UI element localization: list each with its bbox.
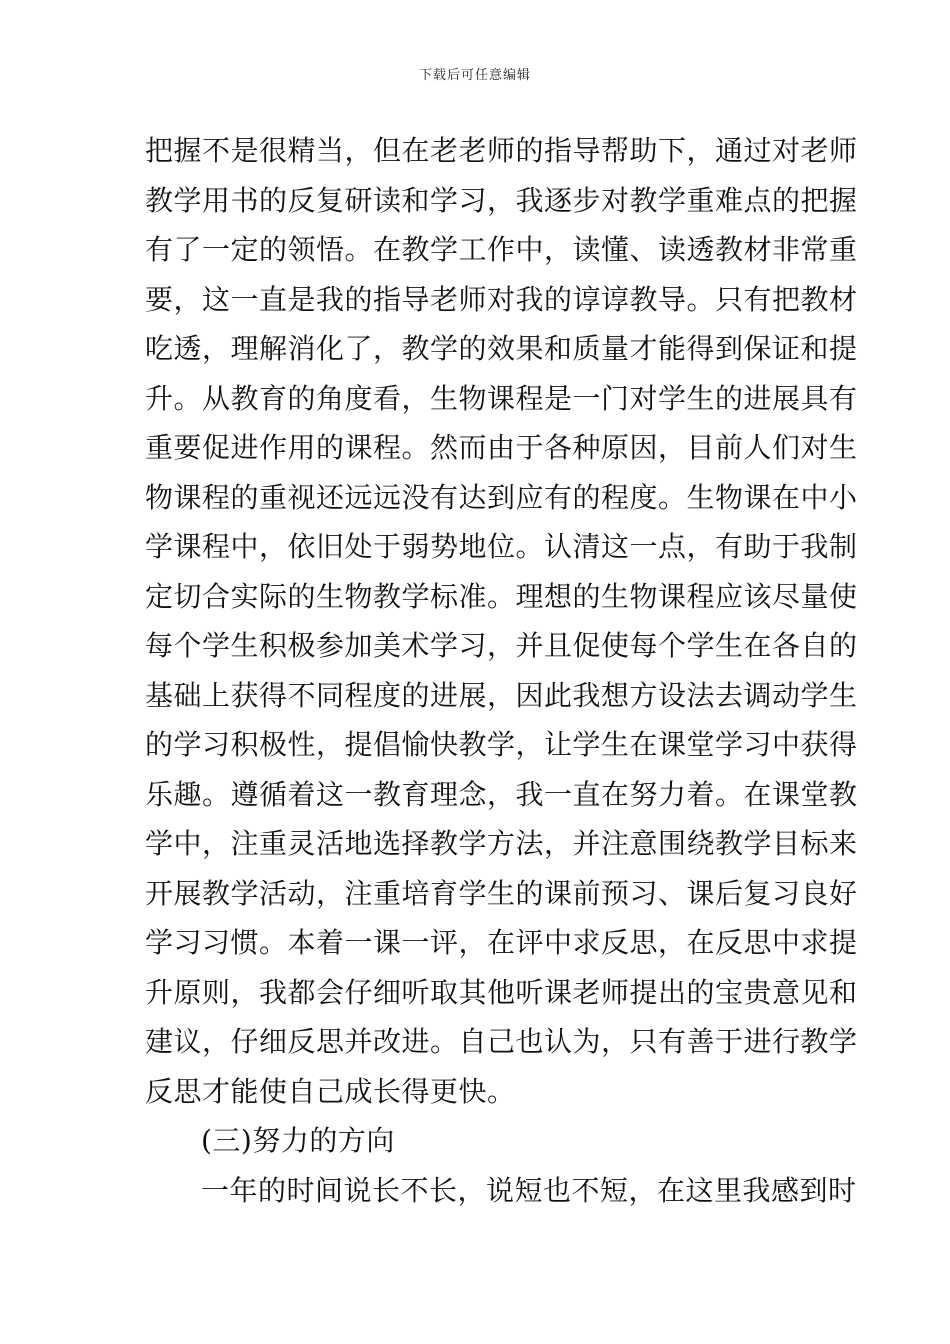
- text-line: 建议，仔细反思并改进。自己也认为，只有善于进行教学: [145, 1025, 858, 1058]
- text-line: 升。从教育的角度看，生物课程是一门对学生的进展具有: [145, 381, 858, 415]
- text-line: 要，这一直是我的指导老师对我的谆谆教导。只有把教材: [145, 282, 858, 316]
- text-line: 反思才能使自己成长得更快。: [145, 1074, 516, 1108]
- text-line: 教学用书的反复研读和学习，我逐步对教学重难点的把握: [145, 183, 858, 217]
- text-line: 物课程的重视还远远没有达到应有的程度。生物课在中小: [145, 480, 858, 514]
- text-line: 升原则，我都会仔细听取其他听课老师提出的宝贵意见和: [145, 975, 858, 1009]
- text-line: 一年的时间说长不长，说短也不短，在这里我感到时: [201, 1173, 857, 1207]
- text-line: 乐趣。遵循着这一教育理念，我一直在努力着。在课堂教: [145, 777, 858, 811]
- section-heading: (三)努力的方向: [201, 1124, 395, 1157]
- text-line: 定切合实际的生物教学标准。理想的生物课程应该尽量使: [145, 579, 858, 613]
- text-line: 学课程中，依旧处于弱势地位。认清这一点，有助于我制: [145, 530, 858, 563]
- text-line: 把握不是很精当，但在老老师的指导帮助下，通过对老师: [145, 134, 858, 167]
- text-line: 基础上获得不同程度的进展，因此我想方设法去调动学生: [145, 678, 858, 712]
- body-text: [145, 126, 858, 1215]
- text-line: 有了一定的领悟。在教学工作中，读懂、读透教材非常重: [145, 233, 858, 266]
- text-line: 学习习惯。本着一课一评，在评中求反思，在反思中求提: [145, 926, 858, 959]
- page-header: 下载后可任意编辑: [418, 68, 531, 83]
- text-line: 重要促进作用的课程。然而由于各种原因，目前人们对生: [145, 431, 858, 464]
- text-line: 每个学生积极参加美术学习，并且促使每个学生在各自的: [145, 629, 858, 662]
- text-line: 吃透，理解消化了，教学的效果和质量才能得到保证和提: [145, 332, 858, 365]
- text-line: 学中，注重灵活地选择教学方法，并注意围绕教学目标来: [145, 827, 858, 860]
- text-line: 的学习积极性，提倡愉快教学，让学生在课堂学习中获得: [145, 728, 858, 761]
- text-line: 开展教学活动，注重培育学生的课前预习、课后复习良好: [145, 876, 858, 910]
